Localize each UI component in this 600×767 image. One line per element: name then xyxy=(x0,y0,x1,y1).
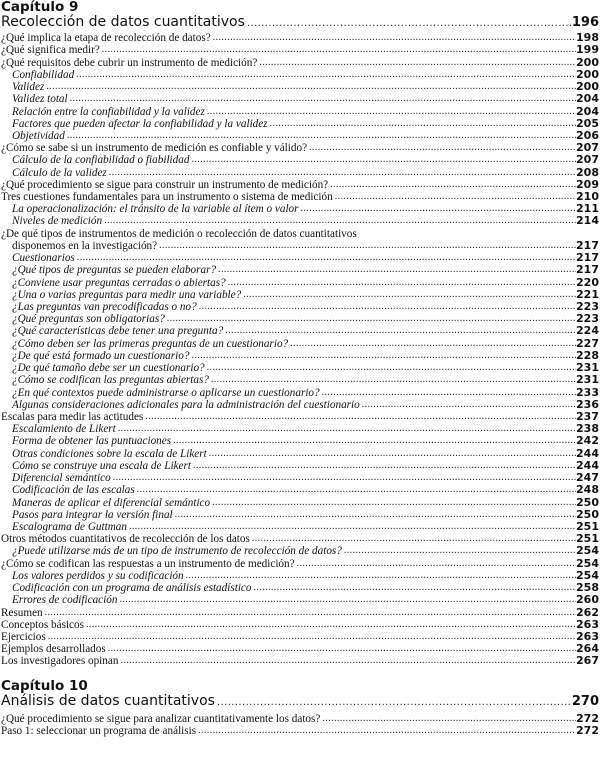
toc-entry xyxy=(12,435,599,447)
toc-entry-title: Cálculo de la validez xyxy=(12,166,107,179)
toc-entry xyxy=(1,606,599,618)
leader-dots xyxy=(70,94,576,104)
leader-dots xyxy=(102,45,576,55)
toc-entry-title: ¿Qué preguntas son obligatorias? xyxy=(12,313,165,326)
toc-entry-title: disponemos en la investigación? xyxy=(12,239,158,252)
toc-entry-title: Los valores perdidos y su codificación xyxy=(12,569,184,582)
toc-entry-page-number: 247 xyxy=(576,471,599,485)
leader-dots xyxy=(297,559,576,569)
leader-dots xyxy=(344,546,576,556)
toc-entry-page-number: 209 xyxy=(576,177,599,191)
toc-entry xyxy=(12,118,599,130)
toc-entry xyxy=(12,545,599,557)
toc-entry xyxy=(12,301,599,313)
toc-entry xyxy=(12,166,599,178)
toc-entry-title: Niveles de medición xyxy=(12,215,103,228)
leader-dots xyxy=(322,714,576,724)
leader-dots xyxy=(145,412,576,422)
toc-entry xyxy=(12,582,599,594)
toc-entry-page-number: 200 xyxy=(576,80,599,94)
toc-entry-title: Otras condiciones sobre la escala de Likert xyxy=(12,447,207,460)
toc-entry-page-number: 233 xyxy=(576,385,599,399)
leader-dots xyxy=(159,241,576,251)
toc-entry-title: Cálculo de la confiabilidad o fiabilidad xyxy=(12,154,190,167)
toc-entry-page-number: 198 xyxy=(576,31,599,45)
leader-dots xyxy=(167,314,576,324)
leader-dots xyxy=(243,290,576,300)
toc-entry-page-number: 254 xyxy=(576,556,599,570)
toc-entry-page-number: 217 xyxy=(576,251,599,265)
toc-entry xyxy=(12,484,599,496)
toc-entry-page-number: 248 xyxy=(576,483,599,497)
toc-entry-page-number: 237 xyxy=(576,410,599,423)
toc-entry-title: Ejercicios xyxy=(1,630,46,643)
leader-dots xyxy=(193,461,576,471)
toc-entry xyxy=(12,472,599,484)
toc-entry-title: ¿Conviene usar preguntas cerradas o abiertas? xyxy=(12,276,226,289)
toc-entry xyxy=(12,325,599,337)
toc-entry xyxy=(12,570,599,582)
toc-entry-page-number: 267 xyxy=(576,654,599,668)
leader-dots xyxy=(67,131,576,141)
toc-entry-title: ¿Una o varias preguntas para medir una variable? xyxy=(12,288,242,301)
toc-entry-title: Otros métodos cuantitativos de recolección de los datos xyxy=(1,533,250,546)
toc-entry-page-number: 251 xyxy=(576,532,599,546)
chapter-title: Recolección de datos cuantitativos xyxy=(1,14,245,30)
chapter-page-number: 196 xyxy=(571,15,599,30)
toc-entry-title: Validez xyxy=(12,81,45,94)
toc-entry-title: ¿De qué tamaño debe ser un cuestionario? xyxy=(12,362,205,375)
toc-entry-page-number: 220 xyxy=(576,275,599,289)
toc-entry-title: Cómo se construye una escala de Likert xyxy=(12,459,191,472)
toc-entry xyxy=(1,191,599,203)
toc-entry-page-number: 254 xyxy=(576,544,599,558)
toc-entry-page-number: 205 xyxy=(576,116,599,130)
toc-entry-page-number: 221 xyxy=(576,287,599,301)
toc-entry-title: Validez total xyxy=(12,93,68,106)
toc-entry-page-number: 231 xyxy=(576,373,599,387)
toc-entry-title: Forma de obtener las puntuaciones xyxy=(12,435,172,448)
leader-dots xyxy=(109,168,576,178)
leader-dots xyxy=(45,608,576,618)
chapter-title: Análisis de datos cuantitativos xyxy=(1,693,215,709)
leader-dots xyxy=(212,498,576,508)
toc-entry xyxy=(12,496,599,508)
leader-dots xyxy=(137,485,576,495)
toc-entry-title: Codificación de las escalas xyxy=(12,484,135,497)
leader-dots xyxy=(225,326,576,336)
toc-entry xyxy=(1,713,599,725)
chapter-title-row xyxy=(1,15,599,30)
toc-entry-page-number: 250 xyxy=(576,495,599,509)
toc-entry-page-number: 263 xyxy=(576,617,599,631)
leader-dots xyxy=(247,19,571,29)
toc-entry-title: ¿Cómo se codifican las preguntas abiertas? xyxy=(12,374,209,387)
toc-entry-title: ¿De qué tipos de instrumentos de medición o recolección de datos cuantitativos xyxy=(1,227,357,240)
toc-entry-page-number: 200 xyxy=(576,55,599,69)
leader-dots xyxy=(119,595,576,605)
toc-entry xyxy=(12,69,599,81)
chapter-label: Capítulo 10 xyxy=(1,678,88,694)
toc-entry-title: La operacionalización: el tránsito de la variable al ítem o valor xyxy=(12,203,299,216)
toc-entry-title: Codificación con un programa de análisis estadístico xyxy=(12,582,252,595)
toc-entry-page-number: 244 xyxy=(576,458,599,472)
toc-entry-page-number: 204 xyxy=(576,92,599,106)
toc-entry-title: ¿Puede utilizarse más de un tipo de instrumento de recolección de datos? xyxy=(12,545,342,558)
toc-entry xyxy=(12,105,599,117)
leader-dots xyxy=(207,363,576,373)
leader-dots xyxy=(322,388,576,398)
toc-entry-title: ¿Cómo deben ser las primeras preguntas de un cuestionario? xyxy=(12,337,289,350)
toc-entry xyxy=(1,619,599,631)
toc-entry xyxy=(12,350,599,362)
leader-dots xyxy=(129,522,576,532)
toc-entry-title: Relación entre la confiabilidad y la validez xyxy=(12,105,205,118)
toc-entry-page-number: 207 xyxy=(576,141,599,155)
toc-entry-page-number: 227 xyxy=(576,336,599,350)
toc-entry-title: Algunas consideraciones adicionales para la administración del cuestionario xyxy=(12,398,360,411)
toc-entry xyxy=(12,289,599,301)
leader-dots xyxy=(46,82,576,92)
leader-dots xyxy=(228,278,576,288)
toc-entry-title: ¿Qué implica la etapa de recolección de datos? xyxy=(1,32,211,45)
toc-entry xyxy=(1,643,599,655)
leader-dots xyxy=(362,400,576,410)
toc-entry-page-number: 210 xyxy=(576,190,599,204)
chapter-page-number: 270 xyxy=(571,694,599,709)
toc-entry-page-number: 242 xyxy=(576,434,599,448)
chapter-title-row xyxy=(1,694,599,709)
toc-entry-title: Confiabilidad xyxy=(12,68,75,81)
leader-dots xyxy=(86,620,576,630)
leader-dots xyxy=(290,339,576,349)
toc-entry-title: ¿Qué requisitos debe cubrir un instrumento de medición? xyxy=(1,56,258,69)
toc-entry-page-number: 207 xyxy=(576,153,599,167)
toc-entry-title: ¿Qué procedimiento se sigue para analizar cuantitativamente los datos? xyxy=(1,713,321,726)
toc-entry xyxy=(12,240,599,252)
leader-dots xyxy=(191,155,576,165)
leader-dots xyxy=(335,192,576,202)
toc-entry xyxy=(12,362,599,374)
toc-entry xyxy=(12,215,599,227)
toc-entry-page-number: 263 xyxy=(576,629,599,643)
toc-entry-title: Resumen xyxy=(1,606,43,619)
toc-entry xyxy=(12,338,599,350)
toc-entry xyxy=(1,725,599,737)
leader-dots xyxy=(209,449,576,459)
toc-entry-title: Factores que pueden afectar la confiabilidad y la validez xyxy=(12,117,268,130)
toc-entry xyxy=(12,399,599,411)
leader-dots xyxy=(270,119,576,129)
toc-entry xyxy=(1,557,599,569)
leader-dots xyxy=(198,726,576,736)
toc-entry-title: ¿De qué está formado un cuestionario? xyxy=(12,349,190,362)
toc-entry-title: ¿Qué significa medir? xyxy=(1,44,100,57)
toc-entry-title: ¿Qué procedimiento se sigue para construir un instrumento de medición? xyxy=(1,178,329,191)
toc-entry xyxy=(1,44,599,56)
toc-entry-title: Maneras de aplicar el diferencial semántico xyxy=(12,496,211,509)
toc-entry-title: Escalamiento de Likert xyxy=(12,423,116,436)
toc-entry xyxy=(12,313,599,325)
toc-entry-title: ¿En qué contextos puede administrarse o aplicarse un cuestionario? xyxy=(12,386,320,399)
toc-entry-page-number: 199 xyxy=(576,43,599,57)
leader-dots xyxy=(217,698,571,708)
toc-entry-page-number: 217 xyxy=(576,238,599,252)
toc-entry xyxy=(12,509,599,521)
toc-entry-page-number: 224 xyxy=(576,324,599,338)
toc-entry-title: Diferencial semántico xyxy=(12,472,111,485)
toc-entry-page-number: 238 xyxy=(576,422,599,436)
toc-entry-page-number: 200 xyxy=(576,67,599,81)
leader-dots xyxy=(252,534,576,544)
toc-entry-page-number: 204 xyxy=(576,104,599,118)
toc-entry-page-number: 217 xyxy=(576,263,599,277)
toc-entry xyxy=(1,655,599,667)
toc-entry xyxy=(12,252,599,264)
toc-entry-page-number: 228 xyxy=(576,348,599,362)
leader-dots xyxy=(77,253,576,263)
toc-entry xyxy=(12,276,599,288)
toc-entry-title: Tres cuestiones fundamentales para un instrumento o sistema de medición xyxy=(1,191,333,204)
toc-entry xyxy=(1,32,599,44)
toc-entry-title: Conceptos básicos xyxy=(1,618,84,631)
toc-entry xyxy=(12,386,599,398)
toc-entry-title: Escalograma de Guttman xyxy=(12,520,127,533)
toc-entry-title: Pasos para integrar la versión final xyxy=(12,508,173,521)
toc-entry-title: Objetividad xyxy=(12,129,65,142)
leader-dots xyxy=(259,58,576,68)
toc-entry xyxy=(12,423,599,435)
leader-dots xyxy=(199,302,576,312)
toc-entry xyxy=(12,447,599,459)
toc-entry-page-number: 211 xyxy=(576,202,599,216)
leader-dots xyxy=(213,33,576,43)
toc-entry xyxy=(12,594,599,606)
leader-dots xyxy=(76,70,576,80)
toc-entry xyxy=(12,374,599,386)
toc-entry-page-number: 223 xyxy=(576,300,599,314)
toc-entry-page-number: 244 xyxy=(576,446,599,460)
leader-dots xyxy=(118,424,576,434)
toc-entry-page-number: 250 xyxy=(576,507,599,521)
toc-entry-page-number: 258 xyxy=(576,581,599,595)
toc-entry xyxy=(12,264,599,276)
leader-dots xyxy=(108,644,576,654)
leader-dots xyxy=(218,265,576,275)
toc-entry-page-number: 214 xyxy=(576,214,599,228)
toc-entry xyxy=(1,631,599,643)
toc-entry xyxy=(1,179,599,191)
leader-dots xyxy=(48,632,576,642)
leader-dots xyxy=(104,216,576,226)
toc-entry-page-number: 272 xyxy=(576,712,599,726)
toc-entry-title: ¿Cómo se codifican las respuestas a un instrumento de medición? xyxy=(1,557,295,570)
leader-dots xyxy=(175,510,576,520)
toc-entry xyxy=(12,460,599,472)
toc-entry-title: ¿Qué tipos de preguntas se pueden elaborar? xyxy=(12,264,217,277)
toc-entry-page-number: 264 xyxy=(576,642,599,656)
leader-dots xyxy=(301,204,577,214)
chapter-label: Capítulo 9 xyxy=(1,0,79,15)
toc-entry xyxy=(1,411,599,423)
toc-entry xyxy=(12,521,599,533)
toc-entry-title: Cuestionarios xyxy=(12,252,75,265)
toc-entry-title: ¿Las preguntas van precodificadas o no? xyxy=(12,301,197,314)
leader-dots xyxy=(253,583,576,593)
toc-entry xyxy=(12,130,599,142)
leader-dots xyxy=(207,107,576,117)
toc-entry-title: Errores de codificación xyxy=(12,594,118,607)
toc-entry-title: Los investigadores opinan xyxy=(1,655,119,668)
leader-dots xyxy=(186,571,576,581)
leader-dots xyxy=(113,473,576,483)
toc-entry-page-number: 254 xyxy=(576,568,599,582)
toc-entry-page-number: 260 xyxy=(576,593,599,607)
toc-entry xyxy=(12,81,599,93)
toc-entry-page-number: 208 xyxy=(576,165,599,179)
leader-dots xyxy=(191,351,576,361)
toc-entry-title: Escalas para medir las actitudes xyxy=(1,411,144,423)
toc-entry xyxy=(1,142,599,154)
toc-entry xyxy=(1,56,599,68)
toc-entry xyxy=(1,228,599,240)
toc-entry-page-number: 236 xyxy=(576,397,599,411)
toc-entry-title: ¿Qué características debe tener una pregunta? xyxy=(12,325,224,338)
toc-entry-page-number: 223 xyxy=(576,312,599,326)
leader-dots xyxy=(330,180,576,190)
toc-entry-page-number: 231 xyxy=(576,361,599,375)
toc-entry-page-number: 206 xyxy=(576,128,599,142)
toc-entry-title: Ejemplos desarrollados xyxy=(1,643,106,656)
leader-dots xyxy=(309,143,576,153)
toc-entry-page-number: 272 xyxy=(576,724,599,738)
leader-dots xyxy=(211,375,576,385)
toc-entry-page-number: 262 xyxy=(576,605,599,619)
toc-entry-title: Paso 1: seleccionar un programa de análisis xyxy=(1,725,197,738)
toc-entry xyxy=(12,93,599,105)
toc-entry xyxy=(12,203,599,215)
toc-entry xyxy=(1,533,599,545)
toc-entry-page-number: 251 xyxy=(576,519,599,533)
toc-entry xyxy=(12,154,599,166)
leader-dots xyxy=(120,656,576,666)
leader-dots xyxy=(173,436,576,446)
toc-entry-title: ¿Cómo se sabe si un instrumento de medición es confiable y válido? xyxy=(1,142,308,155)
